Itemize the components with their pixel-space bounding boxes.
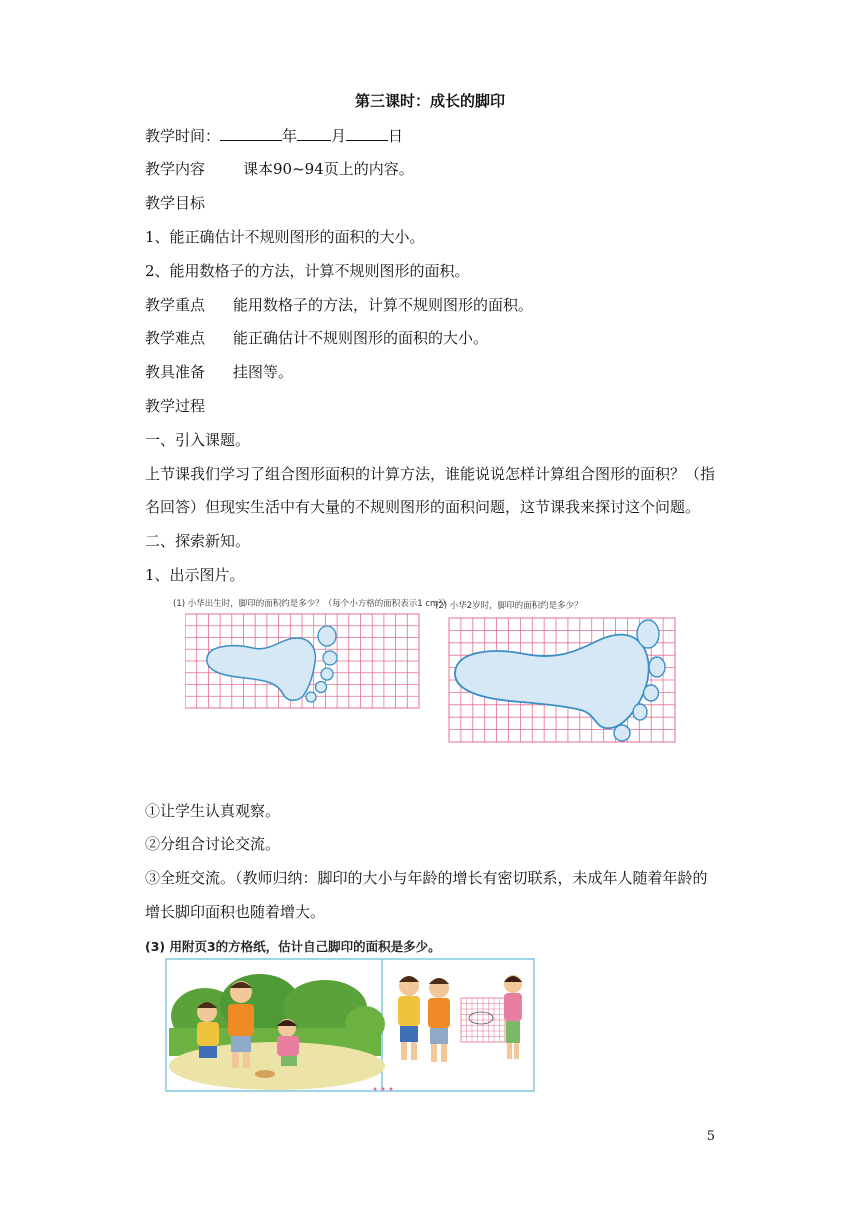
day-label: 日 [388,127,404,145]
key-point-label: 教学重点 [145,296,206,314]
teaching-content-line [145,158,414,179]
observe-item-2: ②分组合讨论交流。 [145,835,281,853]
process-heading: 教学过程 [145,397,206,415]
goal-item-2: 2、能用数格子的方法，计算不规则图形的面积。 [145,262,470,280]
year-blank [220,126,282,141]
observe-item-1: ①让学生认真观察。 [145,802,281,820]
teaching-time-line [145,125,403,146]
day-blank [346,126,388,141]
goal-item-1: 1、能正确估计不规则图形的面积的大小。 [145,228,425,246]
teaching-content-label: 教学内容 [145,160,206,178]
newborn-toe-5 [306,692,316,702]
step-1-paragraph-line-2: 名回答）但现实生活中有大量的不规则图形的面积问题，这节课我来探讨这个问题。 [145,498,701,516]
observe-item-3-line-2: 增长脚印面积也随着增大。 [145,903,326,921]
toddler-toe-1 [637,620,659,648]
step-1-heading: 一、引入课题。 [145,431,251,449]
difficulty-line [145,327,488,348]
month-blank [297,126,331,141]
step-2-item-1: 1、出示图片。 [145,566,245,584]
tools-text: 挂图等。 [233,363,294,381]
figure-caption-3: (3) 用附页3的方格纸，估计自己脚印的面积是多少。 [145,939,441,954]
toddler-toe-2 [649,657,665,677]
key-point-text: 能用数格子的方法，计算不规则图形的面积。 [233,296,534,314]
difficulty-label: 教学难点 [145,329,206,347]
figure-caption-1: (1) 小华出生时，脚印的面积约是多少？（每个小方格的面积表示1 cm²） [173,599,451,609]
toddler-toe-3 [644,685,659,701]
figure-caption-2: (2) 小华2岁时，脚印的面积约是多少？ [435,601,583,611]
left-panel-scene [169,974,385,1090]
goals-heading: 教学目标 [145,194,206,212]
step-1-paragraph-line-1: 上节课我们学习了组合图形面积的计算方法，谁能说说怎样计算组合图形的面积？（指 [145,465,716,483]
year-label: 年 [282,127,298,145]
toddler-toe-4 [633,704,647,720]
step-2-heading: 二、探索新知。 [145,532,251,550]
teaching-time-label: 教学时间： [145,127,221,145]
newborn-toe-4 [316,682,327,693]
difficulty-text: 能正确估计不规则图形的面积的大小。 [233,329,489,347]
kids-illustration [165,958,535,1094]
footprint-figure [185,610,685,746]
tools-label: 教具准备 [145,363,206,381]
teaching-content-text: 课本90~94页上的内容。 [243,160,414,178]
month-label: 月 [331,127,347,145]
observe-item-3-line-1: ③全班交流。（教师归纳：脚印的大小与年龄的增长有密切联系，未成年人随着年龄的 [145,869,708,887]
newborn-toe-3 [321,668,333,680]
toddler-toe-5 [614,725,630,741]
tools-line [145,361,293,382]
newborn-toe-2 [323,651,337,665]
newborn-toe-1 [318,626,336,646]
key-point-line [145,294,533,315]
page-number: 5 [706,1129,715,1144]
page-title: 第三课时：成长的脚印 [354,92,505,110]
